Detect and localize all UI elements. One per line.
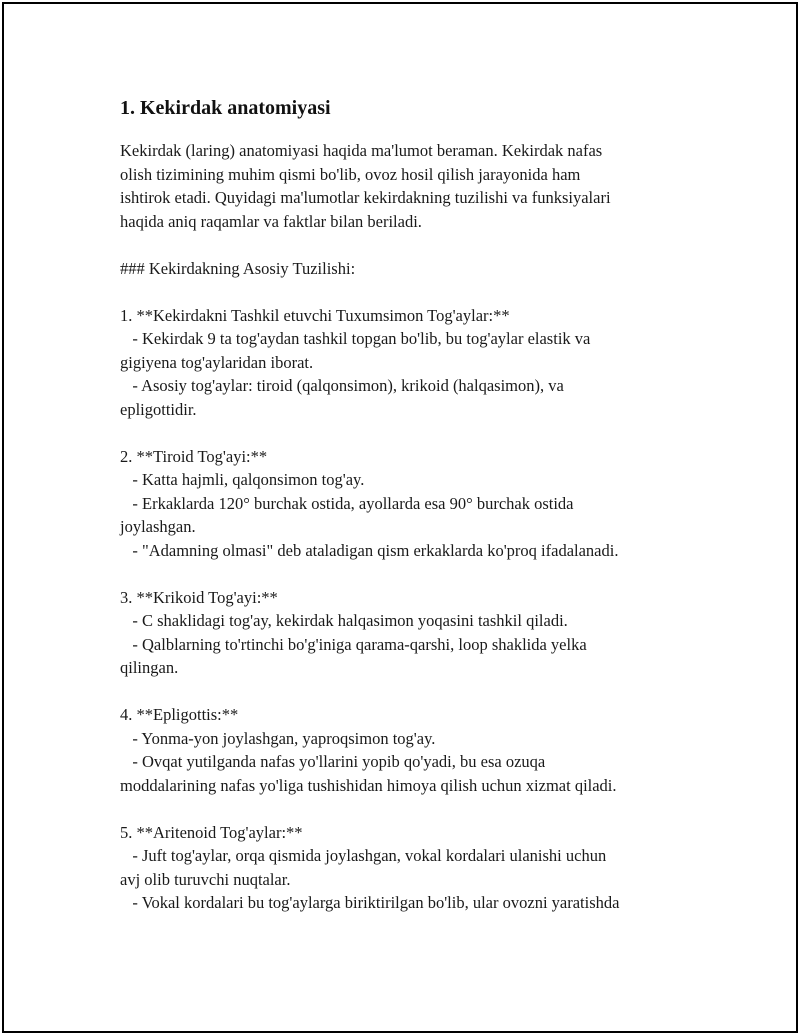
text-line: ishtirok etadi. Quyidagi ma'lumotlar kekirdakning tuzilishi va funksiyalari — [120, 188, 611, 207]
text-line: Kekirdak (laring) anatomiyasi haqida ma'lumot beraman. Kekirdak nafas — [120, 141, 603, 160]
document-title: 1. Kekirdak anatomiyasi — [120, 97, 331, 119]
document-body — [120, 94, 700, 915]
text-line: - Vokal kordalari bu tog'aylarga biriktirilgan bo'lib, ular ovozni yaratishda — [120, 893, 620, 912]
blank-line — [120, 797, 700, 821]
text-line: - Yonma-yon joylashgan, yaproqsimon tog'ay. — [120, 728, 436, 748]
document-text — [120, 139, 700, 915]
text-line: 3. **Krikoid Tog'ayi:** — [120, 587, 278, 607]
text-line: ### Kekirdakning Asosiy Tuzilishi: — [120, 258, 356, 278]
text-line: avj olib turuvchi nuqtalar. — [120, 869, 291, 889]
text-line: haqida aniq raqamlar va faktlar bilan beriladi. — [120, 211, 422, 231]
text-line: epligottidir. — [120, 399, 197, 419]
text-line: - Juft tog'aylar, orqa qismida joylashgan, vokal kordalari ulanishi uchun — [120, 846, 607, 865]
page-frame — [2, 2, 798, 1033]
text-line: moddalarining nafas yo'liga tushishidan himoya qilish uchun xizmat qiladi. — [120, 775, 617, 795]
blank-line — [120, 280, 700, 304]
text-line: olish tizimining muhim qismi bo'lib, ovoz hosil qilish jarayonida ham — [120, 164, 581, 184]
text-line: - Erkaklarda 120° burchak ostida, ayollarda esa 90° burchak ostida — [120, 493, 574, 513]
blank-line — [120, 562, 700, 586]
text-line: 1. **Kekirdakni Tashkil etuvchi Tuxumsimon Tog'aylar:** — [120, 305, 510, 325]
blank-line — [120, 421, 700, 445]
text-line: joylashgan. — [120, 517, 196, 536]
text-line: - Ovqat yutilganda nafas yo'llarini yopib qo'yadi, bu esa ozuqa — [120, 752, 546, 771]
text-line: 2. **Tiroid Tog'ayi:** — [120, 446, 268, 466]
text-line: - "Adamning olmasi" deb ataladigan qism erkaklarda ko'proq ifadalanadi. — [120, 540, 619, 560]
blank-line — [120, 680, 700, 704]
text-line: - Katta hajmli, qalqonsimon tog'ay. — [120, 470, 365, 489]
text-line: qilingan. — [120, 658, 179, 677]
blank-line — [120, 233, 700, 257]
text-line: - Asosiy tog'aylar: tiroid (qalqonsimon), krikoid (halqasimon), va — [120, 376, 564, 395]
text-line: - Qalblarning to'rtinchi bo'g'iniga qarama-qarshi, loop shaklida yelka — [120, 634, 587, 654]
text-line: - Kekirdak 9 ta tog'aydan tashkil topgan bo'lib, bu tog'aylar elastik va — [120, 329, 591, 348]
text-line: gigiyena tog'aylaridan iborat. — [120, 352, 314, 372]
text-line: 4. **Epligottis:** — [120, 705, 239, 724]
text-line: - C shaklidagi tog'ay, kekirdak halqasimon yoqasini tashkil qiladi. — [120, 611, 568, 630]
text-line: 5. **Aritenoid Tog'aylar:** — [120, 822, 303, 842]
